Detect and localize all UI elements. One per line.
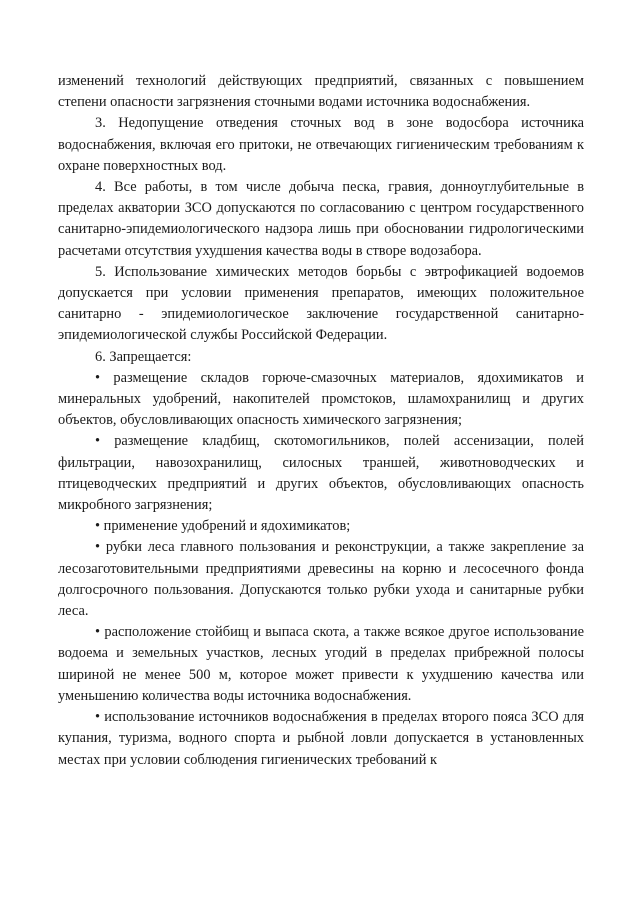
bullet-livestock: • расположение стойбищ и выпаса скота, а также всякое другое использование водоема и земельных участков, лесных угодий в пределах прибрежной полосы шириной не менее 500 м, которое может привести к ухудшению качества или уменьшению количества воды источника водоснабжения. [58,624,584,704]
paragraph-item-5: 5. Использование химических методов борьбы с эвтрофикацией водоемов допускается при условии применения препаратов, имеющих положительное санитарно - эпидемиологическое заключение государственной санитарно-эпидемиологической службы Российской Федерации. [58,263,584,344]
document-page [58,71,584,771]
paragraph-continuation: изменений технологий действующих предприятий, связанных с повышением степени опасности загрязнения сточными водами источника водоснабжения. [58,73,584,111]
bullet-fertilizers: • применение удобрений и ядохимикатов; [95,518,351,535]
paragraph-item-4: 4. Все работы, в том числе добыча песка, гравия, донноуглубительные в пределах акватории ЗСО допускаются по согласованию с центром государственного санитарно-эпидемиологического надзора лишь при обосновании гидрологическими расчетами отсутствия ухудшения качества воды в створе водозабора. [58,179,584,259]
bullet-microbial-sources: • размещение кладбищ, скотомогильников, полей ассенизации, полей фильтрации, навозохранилищ, силосных траншей, животноводческих и птицеводческих предприятий и других объектов, обусловливающих опасность микробного загрязнения; [58,433,584,514]
bullet-chemical-storage: • размещение складов горюче-смазочных материалов, ядохимикатов и минеральных удобрений, накопителей промстоков, шламохранилищ и других объектов, обусловливающих опасность химического загрязнения; [58,369,584,429]
paragraph-item-3: 3. Недопущение отведения сточных вод в зоне водосбора источника водоснабжения, включая его притоки, не отвечающих гигиеническим требованиям к охране поверхностных вод. [58,115,584,174]
bullet-logging: • рубки леса главного пользования и реконструкции, а также закрепление за лесозаготовительными предприятиями древесины на корню и лесосечного фонда долгосрочного пользования. Допускаются только рубки ухода и санитарные рубки леса. [58,539,584,620]
paragraph-item-6-heading: 6. Запрещается: [95,348,192,365]
bullet-recreation: • использование источников водоснабжения в пределах второго пояса ЗСО для купания, туризма, водного спорта и рыбной ловли допускается в установленных местах при условии соблюдения гигиенических требований к [58,709,584,768]
